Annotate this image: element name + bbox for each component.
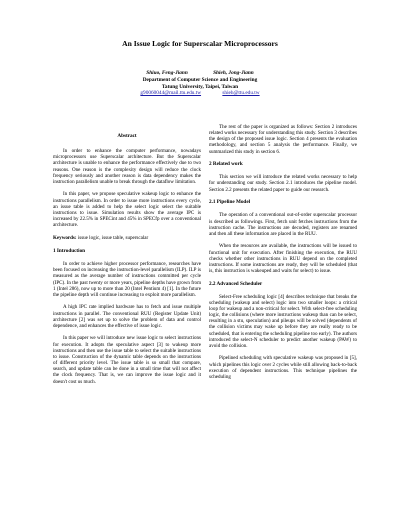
section-heading-related-work: 2 Related work — [209, 161, 243, 168]
abstract-heading: Abstract — [117, 133, 137, 139]
abstract-paragraph: In this paper, we propose speculative wakeup logic to enhance the instructions parallelism. In order to issue more instructions every cycle, an issue table is added to help the select logic select the suitable instructions to issue. Simulation results show the average IPC is increased by 22.5% in SPECint and 45% in SPECfp over a conventional architecture. — [53, 191, 201, 229]
right-column — [209, 124, 357, 387]
scheduler-paragraph: Pipelined scheduling with speculative wakeup was proposed in [5], which pipelines this logic over 2 cycles while still allowing back-to-back execution of dependent instructions. This technique pipelines the scheduling — [209, 355, 357, 380]
section-heading-introduction: 1 Introduction — [53, 247, 86, 254]
keywords-text: issue logic, issue table, superscalar — [76, 234, 149, 241]
subsection-heading-pipeline-model: 2.1 Pipeline Model — [209, 199, 251, 206]
department: Department of Computer Science and Engineering — [142, 76, 258, 83]
subsection-heading-advanced-scheduler: 2.2 Advanced Scheduler — [209, 280, 263, 287]
intro-paragraph: In order to achieve higher processor performance, researches have been focused on increasing the instruction-level parallelism (ILP). ILP is measured as the average number of instructions committed per cycle (IPC). In the past twenty or more years, pipeline depths have grown from 1 (Intel 286), now up to more than 20 (Intel Pentium 4) [1]. In the future the pipeline depth will continue increasing to exploit more parallelism. — [53, 261, 202, 298]
keywords — [53, 235, 201, 241]
intro-continuation: The rest of the paper is organized as follows: Section 2 introduces related works necessary for understanding this study. Section 3 describes the design of the proposed issue logic. Section 4 presents the evaluation methodology, and section 5 analysis the performance. Finally, we summarized this study in section 6. — [209, 124, 357, 155]
abstract-paragraph: In order to enhance the computer performance, nowadays microprocessors use Superscalar architecture. But the Superscalar architecture is unable to enhance the performance effectively due to two reasons. One reason is the complexity design will reduce the clock frequency seriously and another reason is data dependency makes the instruction parallelism unable to break through the dataflow limitation. — [53, 148, 201, 185]
pipeline-paragraph: The operation of a conventional out-of-order superscalar processor is described as followings. First, fetch unit fetches instructions from the instruction cache. The instructions are decoded, registers are renamed and then all these information are placed in the RUU. — [209, 212, 357, 237]
related-paragraph: This section we will introduce the related works necessary to help for understanding our study. Section 2.1 introduces the pipeline model. Section 2.2 presents the related paper to guide our research. — [209, 174, 357, 193]
pipeline-paragraph: When the resources are available, the instructions will be issued to functional unit for execution. After finishing the execution, the RUU checks whether other instructions in RUU depend on the completed instructions. If some instructions are ready, they will be scheduled (that is, this instruction is wakeuped and waits for select) to issue. — [209, 243, 357, 274]
author-names — [0, 70, 400, 77]
author-name: Shiuo, Feng-Jiann — [146, 70, 188, 76]
paper-title: An Issue Logic for Superscalar Microprocessors — [122, 39, 278, 48]
author-name: Shieh, Jong-Jiann — [213, 70, 254, 76]
keywords-label: Keywords: — [53, 234, 77, 241]
email-link[interactable]: g90060044@mail.ttu.edu.tw — [140, 90, 202, 97]
intro-paragraph: A high IPC rate implied hardware has to fetch and issue multiple instructions in parallel. The conventional RUU (Register Update Unit) architecture [2] was set up to solve the problem of data and control dependence, and enhances the effective of issue logic. — [53, 304, 201, 329]
university: Tatung University, Taipei, Taiwan — [161, 83, 239, 90]
author-emails — [0, 90, 400, 97]
author-block — [0, 70, 400, 97]
left-column — [53, 133, 201, 391]
scheduler-paragraph: Select-Free scheduling logic [4] describes technique that breaks the scheduling (wakeup and select) logic into two smaller loops: a critical loop for wakeup and a non-critical for select. With select-free scheduling logic, the collisions (where more instructions wakeup than can be select, resulting in a stu, speculation) and pileups will be solved (dependents of the collision victims may wake up before they are really ready to be scheduled, that is entering the scheduling pipeline too early). The authors introduced the select-N scheduler to predict another wakeup (PAW) to avoid the collision. — [209, 293, 357, 349]
intro-paragraph: In this paper we will introduce new issue logic to select instructions for execution. It adopts the speculative aspect [3] to wakeup more instructions and then use the issue table to select the suitable instructions to issue. Construction of the dynamic table depends on the instructions of different priority level. The issue table is so small that compare, search, and update table can be done in a small time that will not affect the clock frequency. That is, we can improve the issue logic and it doesn't cost us much. — [53, 335, 201, 385]
email-link[interactable]: shieh@ttu.edu.tw — [222, 90, 260, 97]
